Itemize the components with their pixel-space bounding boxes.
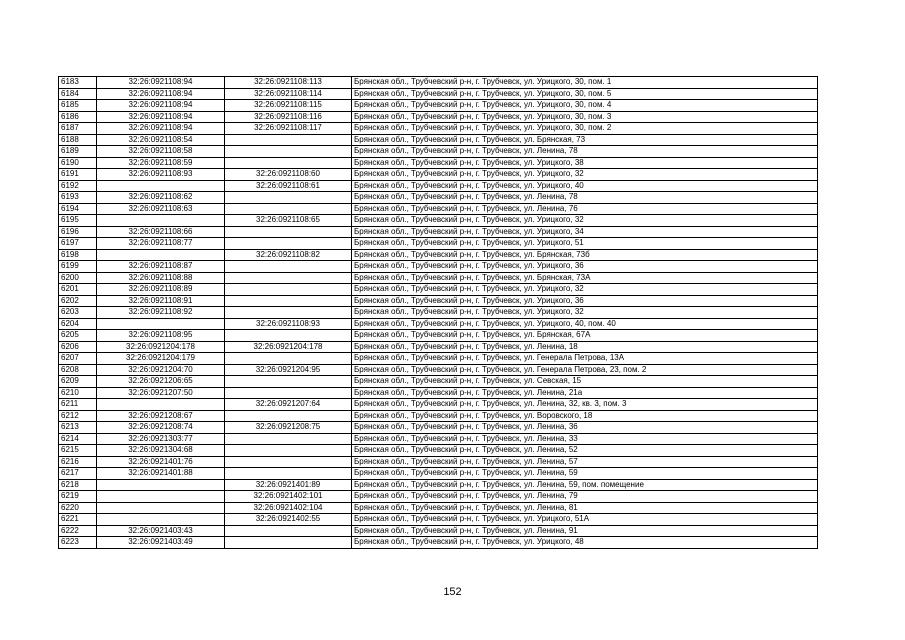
table-row <box>59 88 818 100</box>
table-row <box>59 433 818 445</box>
parcel-cadastral-number-cell: 32:26:0921108:59 <box>97 157 225 169</box>
parcel-cadastral-number-cell: 32:26:0921108:93 <box>97 169 225 181</box>
object-cadastral-number-cell <box>225 284 352 296</box>
address-cell: Брянская обл., Трубчевский р-н, г. Трубчевск, ул. Ленина, 59 <box>352 468 818 480</box>
address-cell: Брянская обл., Трубчевский р-н, г. Трубчевск, ул. Ленина, 91 <box>352 525 818 537</box>
address-cell: Брянская обл., Трубчевский р-н, г. Трубчевск, ул. Севская, 15 <box>352 376 818 388</box>
address-cell: Брянская обл., Трубчевский р-н, г. Трубчевск, ул. Урицкого, 30, пом. 2 <box>352 123 818 135</box>
table-row <box>59 514 818 526</box>
address-cell: Брянская обл., Трубчевский р-н, г. Трубчевск, ул. Генерала Петрова, 13А <box>352 353 818 365</box>
object-cadastral-number-cell: 32:26:0921108:93 <box>225 318 352 330</box>
object-cadastral-number-cell <box>225 272 352 284</box>
row-number-cell: 6195 <box>59 215 97 227</box>
table-row <box>59 226 818 238</box>
address-cell: Брянская обл., Трубчевский р-н, г. Трубчевск, ул. Урицкого, 51 <box>352 238 818 250</box>
parcel-cadastral-number-cell: 32:26:0921401:76 <box>97 456 225 468</box>
table-row <box>59 364 818 376</box>
row-number-cell: 6185 <box>59 100 97 112</box>
object-cadastral-number-cell: 32:26:0921402:55 <box>225 514 352 526</box>
address-cell: Брянская обл., Трубчевский р-н, г. Трубчевск, ул. Воровского, 18 <box>352 410 818 422</box>
object-cadastral-number-cell <box>225 134 352 146</box>
parcel-cadastral-number-cell: 32:26:0921108:94 <box>97 88 225 100</box>
table-row <box>59 399 818 411</box>
address-cell: Брянская обл., Трубчевский р-н, г. Трубчевск, ул. Брянская, 73б <box>352 249 818 261</box>
parcel-cadastral-number-cell: 32:26:0921108:88 <box>97 272 225 284</box>
parcel-cadastral-number-cell: 32:26:0921207:50 <box>97 387 225 399</box>
parcel-cadastral-number-cell: 32:26:0921108:94 <box>97 77 225 89</box>
table-row <box>59 295 818 307</box>
object-cadastral-number-cell: 32:26:0921402:104 <box>225 502 352 514</box>
parcel-cadastral-number-cell: 32:26:0921304:68 <box>97 445 225 457</box>
object-cadastral-number-cell <box>225 146 352 158</box>
parcel-cadastral-number-cell: 32:26:0921204:179 <box>97 353 225 365</box>
table-row <box>59 353 818 365</box>
table-row <box>59 203 818 215</box>
object-cadastral-number-cell: 32:26:0921402:101 <box>225 491 352 503</box>
address-cell: Брянская обл., Трубчевский р-н, г. Трубчевск, ул. Ленина, 52 <box>352 445 818 457</box>
address-cell: Брянская обл., Трубчевский р-н, г. Трубчевск, ул. Ленина, 33 <box>352 433 818 445</box>
address-cell: Брянская обл., Трубчевский р-н, г. Трубчевск, ул. Урицкого, 30, пом. 1 <box>352 77 818 89</box>
row-number-cell: 6218 <box>59 479 97 491</box>
object-cadastral-number-cell: 32:26:0921108:61 <box>225 180 352 192</box>
parcel-cadastral-number-cell <box>97 479 225 491</box>
row-number-cell: 6210 <box>59 387 97 399</box>
object-cadastral-number-cell: 32:26:0921108:117 <box>225 123 352 135</box>
object-cadastral-number-cell <box>225 238 352 250</box>
row-number-cell: 6216 <box>59 456 97 468</box>
parcel-cadastral-number-cell: 32:26:0921403:49 <box>97 537 225 549</box>
row-number-cell: 6191 <box>59 169 97 181</box>
object-cadastral-number-cell <box>225 353 352 365</box>
object-cadastral-number-cell <box>225 433 352 445</box>
row-number-cell: 6198 <box>59 249 97 261</box>
row-number-cell: 6184 <box>59 88 97 100</box>
table-row <box>59 272 818 284</box>
table-row <box>59 422 818 434</box>
parcel-cadastral-number-cell: 32:26:0921108:62 <box>97 192 225 204</box>
parcel-cadastral-number-cell <box>97 399 225 411</box>
object-cadastral-number-cell <box>225 295 352 307</box>
row-number-cell: 6202 <box>59 295 97 307</box>
table-row <box>59 387 818 399</box>
parcel-cadastral-number-cell: 32:26:0921108:92 <box>97 307 225 319</box>
row-number-cell: 6223 <box>59 537 97 549</box>
row-number-cell: 6205 <box>59 330 97 342</box>
address-cell: Брянская обл., Трубчевский р-н, г. Трубчевск, ул. Урицкого, 32 <box>352 169 818 181</box>
row-number-cell: 6194 <box>59 203 97 215</box>
row-number-cell: 6187 <box>59 123 97 135</box>
address-cell: Брянская обл., Трубчевский р-н, г. Трубчевск, ул. Урицкого, 36 <box>352 295 818 307</box>
object-cadastral-number-cell: 32:26:0921108:65 <box>225 215 352 227</box>
parcel-cadastral-number-cell: 32:26:0921108:63 <box>97 203 225 215</box>
parcel-cadastral-number-cell: 32:26:0921108:77 <box>97 238 225 250</box>
object-cadastral-number-cell: 32:26:0921207:64 <box>225 399 352 411</box>
table-row <box>59 157 818 169</box>
table-row <box>59 261 818 273</box>
table-row <box>59 341 818 353</box>
registry-table-body <box>59 77 818 549</box>
address-cell: Брянская обл., Трубчевский р-н, г. Трубчевск, ул. Урицкого, 32 <box>352 307 818 319</box>
row-number-cell: 6188 <box>59 134 97 146</box>
parcel-cadastral-number-cell: 32:26:0921303:77 <box>97 433 225 445</box>
table-row <box>59 123 818 135</box>
row-number-cell: 6209 <box>59 376 97 388</box>
row-number-cell: 6220 <box>59 502 97 514</box>
address-cell: Брянская обл., Трубчевский р-н, г. Трубчевск, ул. Ленина, 76 <box>352 203 818 215</box>
table-row <box>59 468 818 480</box>
row-number-cell: 6213 <box>59 422 97 434</box>
table-row <box>59 376 818 388</box>
row-number-cell: 6183 <box>59 77 97 89</box>
parcel-cadastral-number-cell <box>97 318 225 330</box>
address-cell: Брянская обл., Трубчевский р-н, г. Трубчевск, ул. Ленина, 21а <box>352 387 818 399</box>
address-cell: Брянская обл., Трубчевский р-н, г. Трубчевск, ул. Брянская, 73А <box>352 272 818 284</box>
object-cadastral-number-cell <box>225 157 352 169</box>
row-number-cell: 6189 <box>59 146 97 158</box>
object-cadastral-number-cell: 32:26:0921108:116 <box>225 111 352 123</box>
address-cell: Брянская обл., Трубчевский р-н, г. Трубчевск, ул. Урицкого, 40, пом. 40 <box>352 318 818 330</box>
parcel-cadastral-number-cell: 32:26:0921208:74 <box>97 422 225 434</box>
address-cell: Брянская обл., Трубчевский р-н, г. Трубчевск, ул. Ленина, 78 <box>352 146 818 158</box>
object-cadastral-number-cell <box>225 261 352 273</box>
table-row <box>59 525 818 537</box>
object-cadastral-number-cell: 32:26:0921401:89 <box>225 479 352 491</box>
parcel-cadastral-number-cell: 32:26:0921206:65 <box>97 376 225 388</box>
table-row <box>59 456 818 468</box>
parcel-cadastral-number-cell: 32:26:0921108:94 <box>97 111 225 123</box>
object-cadastral-number-cell: 32:26:0921108:60 <box>225 169 352 181</box>
address-cell: Брянская обл., Трубчевский р-н, г. Трубчевск, ул. Урицкого, 30, пом. 3 <box>352 111 818 123</box>
address-cell: Брянская обл., Трубчевский р-н, г. Трубчевск, ул. Урицкого, 48 <box>352 537 818 549</box>
row-number-cell: 6196 <box>59 226 97 238</box>
object-cadastral-number-cell <box>225 525 352 537</box>
row-number-cell: 6193 <box>59 192 97 204</box>
parcel-cadastral-number-cell: 32:26:0921403:43 <box>97 525 225 537</box>
table-row <box>59 330 818 342</box>
row-number-cell: 6204 <box>59 318 97 330</box>
object-cadastral-number-cell <box>225 410 352 422</box>
page-number: 152 <box>443 586 462 598</box>
parcel-cadastral-number-cell <box>97 180 225 192</box>
object-cadastral-number-cell: 32:26:0921108:115 <box>225 100 352 112</box>
table-row <box>59 169 818 181</box>
parcel-cadastral-number-cell: 32:26:0921108:89 <box>97 284 225 296</box>
parcel-cadastral-number-cell: 32:26:0921204:70 <box>97 364 225 376</box>
object-cadastral-number-cell <box>225 307 352 319</box>
table-row <box>59 445 818 457</box>
table-row <box>59 318 818 330</box>
row-number-cell: 6206 <box>59 341 97 353</box>
parcel-cadastral-number-cell <box>97 215 225 227</box>
row-number-cell: 6222 <box>59 525 97 537</box>
object-cadastral-number-cell <box>225 330 352 342</box>
row-number-cell: 6200 <box>59 272 97 284</box>
table-row <box>59 537 818 549</box>
parcel-cadastral-number-cell: 32:26:0921108:54 <box>97 134 225 146</box>
object-cadastral-number-cell <box>225 376 352 388</box>
row-number-cell: 6215 <box>59 445 97 457</box>
address-cell: Брянская обл., Трубчевский р-н, г. Трубчевск, ул. Ленина, 59, пом. помещение <box>352 479 818 491</box>
parcel-cadastral-number-cell: 32:26:0921108:94 <box>97 100 225 112</box>
parcel-cadastral-number-cell <box>97 514 225 526</box>
row-number-cell: 6190 <box>59 157 97 169</box>
parcel-cadastral-number-cell <box>97 502 225 514</box>
object-cadastral-number-cell <box>225 226 352 238</box>
row-number-cell: 6221 <box>59 514 97 526</box>
address-cell: Брянская обл., Трубчевский р-н, г. Трубчевск, ул. Урицкого, 30, пом. 4 <box>352 100 818 112</box>
table-row <box>59 479 818 491</box>
table-row <box>59 410 818 422</box>
address-cell: Брянская обл., Трубчевский р-н, г. Трубчевск, ул. Ленина, 78 <box>352 192 818 204</box>
parcel-cadastral-number-cell <box>97 491 225 503</box>
table-row <box>59 100 818 112</box>
row-number-cell: 6203 <box>59 307 97 319</box>
object-cadastral-number-cell <box>225 537 352 549</box>
object-cadastral-number-cell: 32:26:0921204:95 <box>225 364 352 376</box>
parcel-cadastral-number-cell: 32:26:0921108:95 <box>97 330 225 342</box>
row-number-cell: 6214 <box>59 433 97 445</box>
table-row <box>59 284 818 296</box>
address-cell: Брянская обл., Трубчевский р-н, г. Трубчевск, ул. Урицкого, 38 <box>352 157 818 169</box>
property-registry-table <box>58 76 818 549</box>
row-number-cell: 6207 <box>59 353 97 365</box>
row-number-cell: 6197 <box>59 238 97 250</box>
table-row <box>59 215 818 227</box>
table-row <box>59 77 818 89</box>
object-cadastral-number-cell <box>225 468 352 480</box>
address-cell: Брянская обл., Трубчевский р-н, г. Трубчевск, ул. Ленина, 79 <box>352 491 818 503</box>
address-cell: Брянская обл., Трубчевский р-н, г. Трубчевск, ул. Брянская, 73 <box>352 134 818 146</box>
parcel-cadastral-number-cell: 32:26:0921401:88 <box>97 468 225 480</box>
address-cell: Брянская обл., Трубчевский р-н, г. Трубчевск, ул. Генерала Петрова, 23, пом. 2 <box>352 364 818 376</box>
table-row <box>59 249 818 261</box>
table-row <box>59 111 818 123</box>
parcel-cadastral-number-cell: 32:26:0921108:66 <box>97 226 225 238</box>
object-cadastral-number-cell <box>225 387 352 399</box>
table-row <box>59 307 818 319</box>
address-cell: Брянская обл., Трубчевский р-н, г. Трубчевск, ул. Ленина, 32, кв. 3, пом. 3 <box>352 399 818 411</box>
object-cadastral-number-cell: 32:26:0921108:113 <box>225 77 352 89</box>
object-cadastral-number-cell <box>225 203 352 215</box>
object-cadastral-number-cell <box>225 456 352 468</box>
address-cell: Брянская обл., Трубчевский р-н, г. Трубчевск, ул. Ленина, 18 <box>352 341 818 353</box>
table-row <box>59 146 818 158</box>
address-cell: Брянская обл., Трубчевский р-н, г. Трубчевск, ул. Урицкого, 36 <box>352 261 818 273</box>
address-cell: Брянская обл., Трубчевский р-н, г. Трубчевск, ул. Урицкого, 34 <box>352 226 818 238</box>
address-cell: Брянская обл., Трубчевский р-н, г. Трубчевск, ул. Урицкого, 32 <box>352 215 818 227</box>
address-cell: Брянская обл., Трубчевский р-н, г. Трубчевск, ул. Урицкого, 51А <box>352 514 818 526</box>
table-row <box>59 238 818 250</box>
address-cell: Брянская обл., Трубчевский р-н, г. Трубчевск, ул. Ленина, 36 <box>352 422 818 434</box>
object-cadastral-number-cell: 32:26:0921108:82 <box>225 249 352 261</box>
table-row <box>59 502 818 514</box>
parcel-cadastral-number-cell: 32:26:0921108:87 <box>97 261 225 273</box>
table-row <box>59 134 818 146</box>
row-number-cell: 6192 <box>59 180 97 192</box>
parcel-cadastral-number-cell <box>97 249 225 261</box>
parcel-cadastral-number-cell: 32:26:0921108:58 <box>97 146 225 158</box>
address-cell: Брянская обл., Трубчевский р-н, г. Трубчевск, ул. Урицкого, 32 <box>352 284 818 296</box>
object-cadastral-number-cell <box>225 445 352 457</box>
parcel-cadastral-number-cell: 32:26:0921108:91 <box>97 295 225 307</box>
address-cell: Брянская обл., Трубчевский р-н, г. Трубчевск, ул. Урицкого, 30, пом. 5 <box>352 88 818 100</box>
object-cadastral-number-cell: 32:26:0921108:114 <box>225 88 352 100</box>
object-cadastral-number-cell <box>225 192 352 204</box>
object-cadastral-number-cell: 32:26:0921204:178 <box>225 341 352 353</box>
table-row <box>59 180 818 192</box>
address-cell: Брянская обл., Трубчевский р-н, г. Трубчевск, ул. Ленина, 81 <box>352 502 818 514</box>
row-number-cell: 6199 <box>59 261 97 273</box>
parcel-cadastral-number-cell: 32:26:0921204:178 <box>97 341 225 353</box>
row-number-cell: 6219 <box>59 491 97 503</box>
address-cell: Брянская обл., Трубчевский р-н, г. Трубчевск, ул. Ленина, 57 <box>352 456 818 468</box>
row-number-cell: 6186 <box>59 111 97 123</box>
parcel-cadastral-number-cell: 32:26:0921208:67 <box>97 410 225 422</box>
row-number-cell: 6208 <box>59 364 97 376</box>
row-number-cell: 6217 <box>59 468 97 480</box>
row-number-cell: 6211 <box>59 399 97 411</box>
address-cell: Брянская обл., Трубчевский р-н, г. Трубчевск, ул. Урицкого, 40 <box>352 180 818 192</box>
row-number-cell: 6201 <box>59 284 97 296</box>
address-cell: Брянская обл., Трубчевский р-н, г. Трубчевск, ул. Брянская, 67А <box>352 330 818 342</box>
row-number-cell: 6212 <box>59 410 97 422</box>
object-cadastral-number-cell: 32:26:0921208:75 <box>225 422 352 434</box>
table-row <box>59 192 818 204</box>
table-row <box>59 491 818 503</box>
parcel-cadastral-number-cell: 32:26:0921108:94 <box>97 123 225 135</box>
